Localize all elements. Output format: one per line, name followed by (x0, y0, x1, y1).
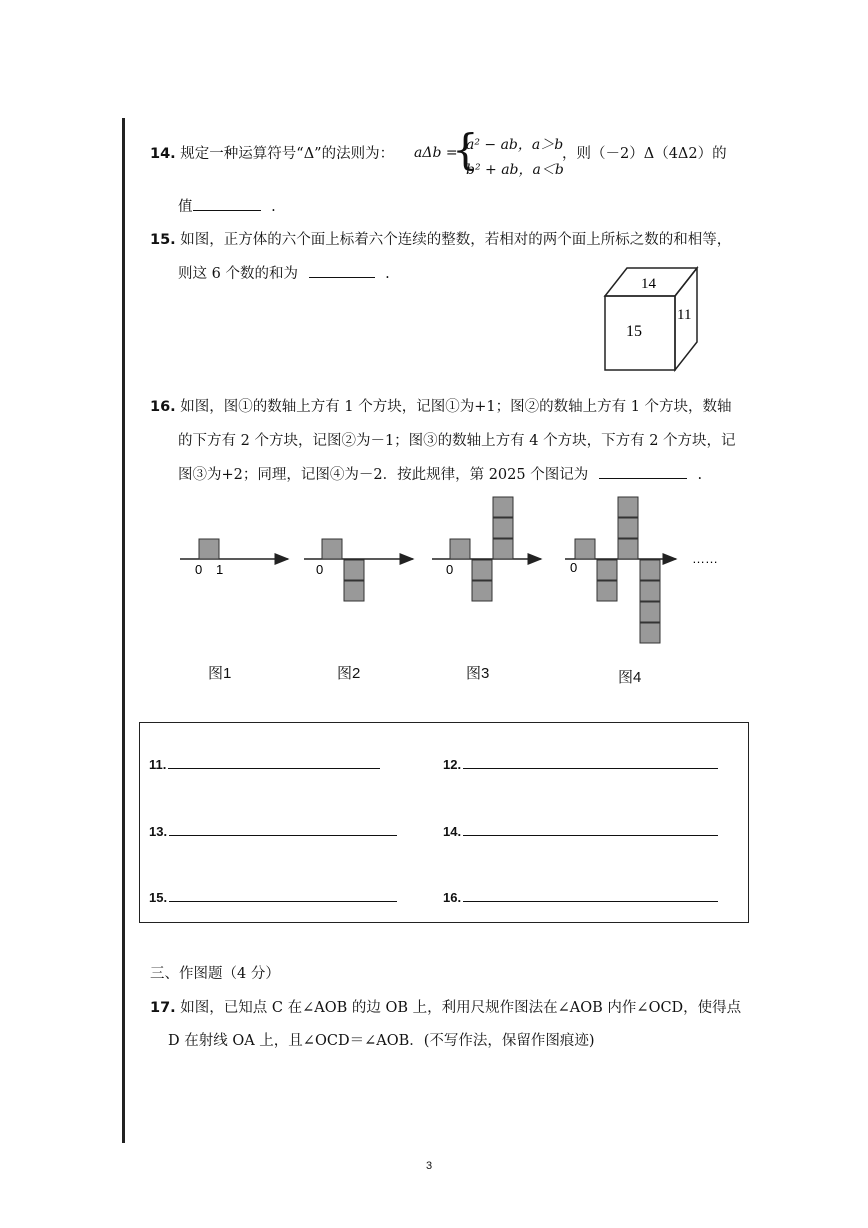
cube-front-number: 15 (626, 323, 642, 340)
answer-14-line[interactable] (463, 823, 718, 836)
q17-number: 17. (150, 1000, 176, 1016)
block (640, 602, 660, 622)
q16-text3: 图③为+2；同理，记图④为－2．按此规律，第 2025 个图记为 (178, 467, 589, 483)
q15-line1 (150, 230, 731, 250)
binding-margin-line (122, 118, 125, 1143)
answer-12 (443, 756, 718, 772)
answer-16 (443, 889, 718, 905)
q15-number: 15. (150, 232, 176, 248)
answer-15-number: 15. (149, 890, 168, 905)
q14-brace: { (452, 125, 479, 174)
q14-line2 (178, 196, 276, 217)
q14-value-word: 值 (178, 199, 193, 215)
q14-number: 14. (150, 146, 176, 162)
figure-3 (432, 497, 541, 601)
cube-side-number: 11 (677, 307, 692, 323)
q17-line1 (150, 998, 741, 1018)
q14-text: 规定一种运算符号“Δ”的法则为： (180, 146, 395, 162)
block (640, 560, 660, 580)
block (344, 581, 364, 601)
fig1-one-label: 1 (216, 562, 224, 577)
q15-answer-blank (309, 263, 375, 278)
answer-15 (149, 889, 397, 905)
answer-11-number: 11. (149, 757, 167, 772)
answer-12-line[interactable] (463, 756, 718, 769)
answer-13-number: 13. (149, 824, 168, 839)
block (618, 518, 638, 538)
fig4-zero-label: 0 (570, 560, 578, 575)
figure-1-label: 图1 (208, 665, 232, 682)
q14-answer-blank (193, 196, 261, 211)
q16-period: . (697, 467, 703, 483)
block (640, 623, 660, 643)
q15-text2: 则这 6 个数的和为 (178, 266, 298, 282)
block (450, 539, 470, 559)
answer-14 (443, 823, 718, 839)
figure-4-label: 图4 (618, 669, 642, 686)
q16-line2: 的下方有 2 个方块，记图②为－1；图③的数轴上方有 4 个方块，下方有 2 个方块，记 (178, 433, 736, 449)
fig3-zero-label: 0 (446, 562, 454, 577)
q14-tail: ，则（－2）Δ（4Δ2）的 (562, 146, 727, 162)
figure-2 (304, 539, 413, 601)
figure-3-label: 图3 (466, 665, 490, 682)
block (618, 539, 638, 559)
q16-line1 (150, 397, 732, 417)
cube-top-number: 14 (641, 276, 656, 292)
ellipsis: …… (692, 551, 718, 566)
answer-11 (149, 756, 380, 772)
block (618, 497, 638, 517)
answer-15-line[interactable] (169, 889, 397, 902)
page-number: 3 (426, 1160, 433, 1172)
q16-text1: 如图，图①的数轴上方有 1 个方块，记图①为+1；图②的数轴上方有 1 个方块，数轴 (180, 399, 732, 415)
number-line-figures (170, 488, 730, 653)
fig2-zero-label: 0 (316, 562, 324, 577)
answer-13 (149, 823, 397, 839)
q15-line2 (178, 263, 390, 284)
block (597, 581, 617, 601)
section3-title: 三、作图题（4 分） (150, 966, 280, 982)
figure-1 (180, 539, 288, 577)
q15-period: . (385, 266, 390, 282)
block (472, 581, 492, 601)
answer-16-line[interactable] (463, 889, 718, 902)
q14-case1: a² − ab，a＞b (466, 137, 564, 153)
q14-lhs: aΔb = (414, 145, 458, 161)
q14-case2: b² + ab，a＜b (466, 162, 564, 178)
q17-text1: 如图，已知点 C 在∠AOB 的边 OB 上，利用尺规作图法在∠AOB 内作∠OCD，使得点 (180, 1000, 742, 1016)
block (640, 581, 660, 601)
block (575, 539, 595, 559)
q14-period: . (271, 199, 276, 215)
block (199, 539, 219, 559)
block (493, 518, 513, 538)
q15-text1: 如图，正方体的六个面上标着六个连续的整数，若相对的两个面上所标之数的和相等， (180, 232, 732, 248)
figure-2-label: 图2 (337, 665, 361, 682)
block (597, 560, 617, 580)
block (344, 560, 364, 580)
block (493, 539, 513, 559)
answer-16-number: 16. (443, 890, 462, 905)
q16-answer-blank (599, 464, 687, 479)
answer-11-line[interactable] (168, 756, 380, 769)
answer-13-line[interactable] (169, 823, 397, 836)
q16-number: 16. (150, 399, 176, 415)
q16-line3 (178, 464, 702, 485)
answer-12-number: 12. (443, 757, 462, 772)
cube-figure (600, 264, 705, 376)
q14-line1 (150, 144, 394, 164)
figure-4 (565, 497, 676, 643)
block (472, 560, 492, 580)
block (322, 539, 342, 559)
q17-line2: D 在射线 OA 上，且∠OCD＝∠AOB．(不写作法，保留作图痕迹) (168, 1033, 595, 1049)
answer-14-number: 14. (443, 824, 462, 839)
fig1-zero-label: 0 (195, 562, 203, 577)
block (493, 497, 513, 517)
